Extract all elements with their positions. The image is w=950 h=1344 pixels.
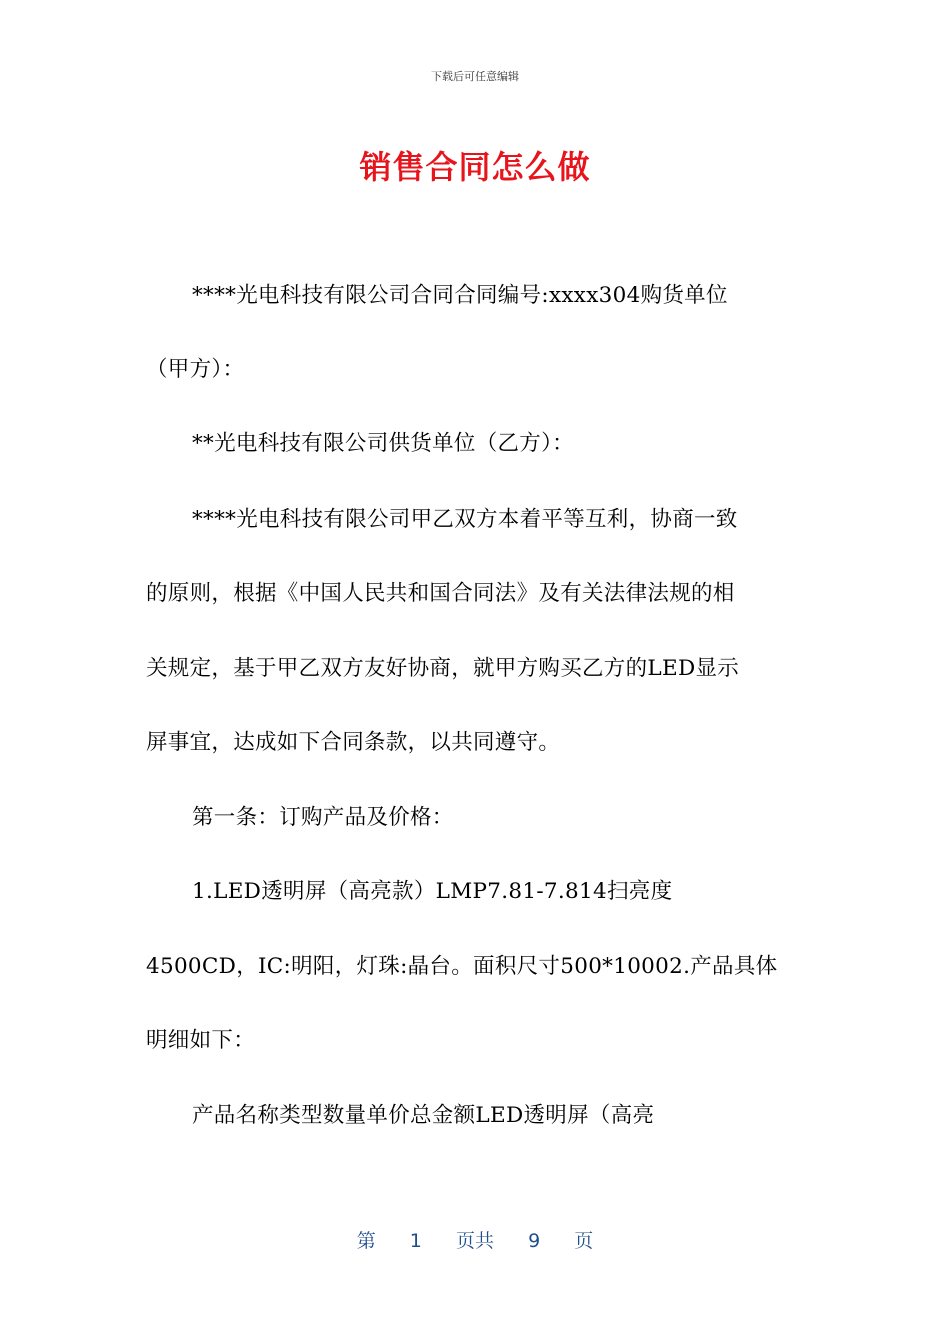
body-line-3: **光电科技有限公司供货单位（乙方）： [192, 431, 574, 456]
body-line-6: 关规定，基于甲乙双方友好协商，就甲方购买乙方的LED显示 [146, 656, 740, 681]
footer-middle: 页共 [455, 1230, 494, 1252]
footer-prefix: 第 [356, 1230, 376, 1252]
body-line-4: ****光电科技有限公司甲乙双方本着平等互利，协商一致 [192, 507, 738, 532]
page-footer [0, 1226, 950, 1253]
footer-suffix: 页 [574, 1230, 594, 1252]
body-line-10: 4500CD，IC:明阳，灯珠:晶台。面积尺寸500*10002.产品具体 [146, 954, 778, 979]
body-line-11: 明细如下： [146, 1028, 256, 1053]
header-note: 下载后可任意编辑 [431, 70, 519, 83]
document-title: 销售合同怎么做 [359, 148, 591, 186]
footer-total-pages: 9 [528, 1230, 541, 1252]
body-line-9: 1.LED透明屏（高亮款）LMP7.81-7.814扫亮度 [192, 879, 673, 904]
body-line-5: 的原则，根据《中国人民共和国合同法》及有关法律法规的相 [146, 581, 735, 606]
body-line-1: ****光电科技有限公司合同合同编号:xxxx304购货单位 [192, 283, 728, 308]
body-line-2: （甲方）： [146, 357, 245, 382]
body-line-12: 产品名称类型数量单价总金额LED透明屏（高亮 [192, 1103, 655, 1128]
footer-current-page: 1 [409, 1230, 422, 1252]
body-line-8: 第一条：订购产品及价格： [192, 805, 454, 830]
body-line-7: 屏事宜，达成如下合同条款，以共同遵守。 [146, 730, 561, 755]
